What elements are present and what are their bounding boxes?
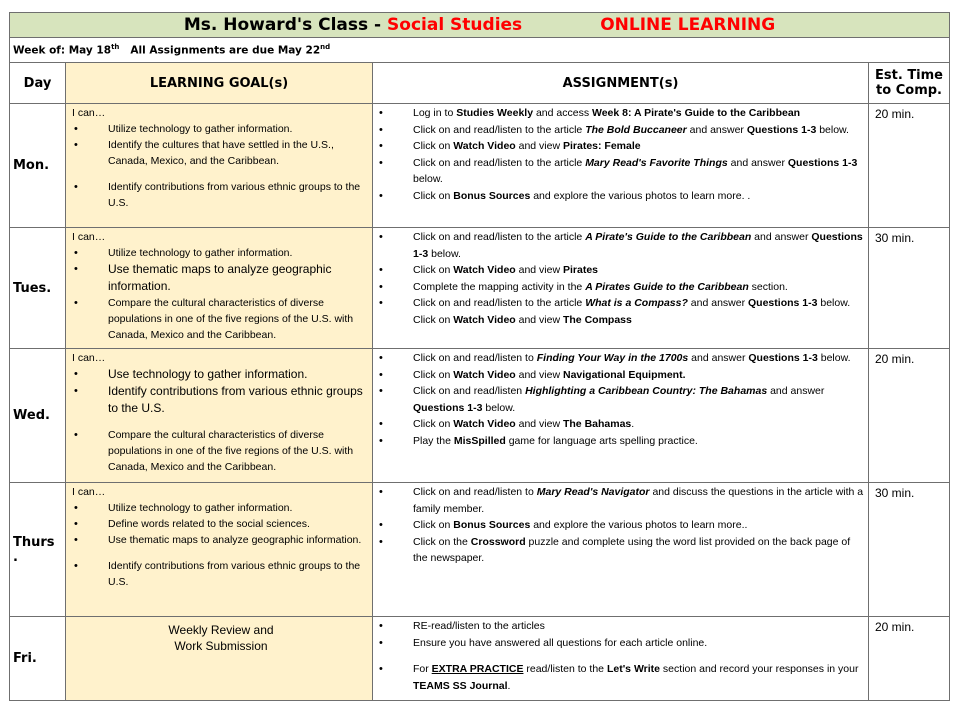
watch-video-label[interactable]: Watch Video (453, 140, 516, 152)
i-can-label: I can… (72, 107, 106, 119)
text: Click on and read/listen to the article (413, 231, 586, 243)
text: Complete the mapping activity in the (413, 280, 586, 293)
row-friday (10, 617, 950, 701)
header-row (10, 63, 950, 104)
goal-cell (66, 349, 373, 483)
text: and answer (688, 352, 749, 364)
article-title[interactable]: Finding Your Way in the 1700s (536, 352, 689, 364)
assignment-item (377, 383, 866, 416)
text: and answer (687, 297, 749, 309)
assignment-list (377, 618, 866, 694)
assignment-cell (373, 104, 869, 228)
text: and answer (727, 156, 788, 169)
time-cell: 30 min. (869, 483, 950, 617)
assignment-item (377, 517, 866, 534)
due-date: All Assignments are due May 22 (119, 44, 321, 57)
assignment-cell (373, 349, 869, 483)
assignment-cell (373, 483, 869, 617)
text: and answer (686, 123, 747, 136)
row-monday (10, 104, 950, 228)
time-cell: 20 min. (869, 617, 950, 701)
subject-name: Social Studies (387, 15, 523, 35)
goal-item: • Use technology to gather information. (72, 366, 370, 383)
text: and view (515, 368, 563, 381)
goal-item: • Identify the cultures that have settled in the U.S., Canada, Mexico, and the Caribbean. (72, 137, 370, 169)
day-cell: Fri. (10, 617, 66, 701)
text: Play the (413, 434, 454, 447)
text: Click on (413, 519, 454, 531)
i-can-label: I can… (72, 231, 106, 243)
watch-video-label[interactable]: Watch Video (453, 313, 516, 326)
text: Click on (413, 140, 454, 152)
day-cell: Wed. (10, 349, 66, 483)
week-of-suffix: th (111, 43, 120, 52)
learning-mode: ONLINE LEARNING (600, 15, 776, 35)
video-title: Navigational Equipment. (562, 368, 686, 381)
due-date-suffix: nd (320, 43, 331, 52)
lesson-plan (9, 12, 949, 701)
title-row (10, 13, 950, 38)
text: Click on and read/listen (413, 385, 526, 397)
text: . (631, 418, 635, 430)
goal-item: • Identify contributions from various ethnic groups to the U.S. (72, 179, 370, 211)
text: below. (482, 401, 516, 414)
text: below. (428, 247, 461, 260)
assignment-item (377, 295, 866, 328)
assignment-item (377, 534, 866, 567)
questions-label: Questions 1-3 (748, 352, 818, 364)
assignment-item (377, 367, 866, 384)
header-day: Day (10, 63, 66, 104)
assignment-item (377, 188, 866, 205)
goal-list (72, 500, 370, 590)
text: and explore the various photos to learn more. . (530, 189, 751, 202)
text: and access (533, 107, 592, 119)
goal-cell (66, 104, 373, 228)
text: below. (413, 173, 443, 185)
text: below. Click on (413, 297, 851, 326)
text: Click on and read/listen to (413, 352, 537, 364)
goal-text (72, 618, 370, 654)
article-title[interactable]: Mary Read's Favorite Things (585, 156, 728, 169)
goal-item: • Utilize technology to gather information. (72, 500, 370, 516)
text: read/listen to the (523, 663, 607, 675)
article-title[interactable]: What is a Compass? (585, 297, 688, 309)
assignment-item (377, 661, 866, 694)
header-est-line2: to Comp. (876, 83, 942, 98)
assignment-list (377, 350, 866, 449)
goal-item: • Identify contributions from various ethnic groups to the U.S. (72, 558, 370, 590)
text: Log in to (413, 107, 457, 119)
assignment-item (377, 138, 866, 155)
assignment-item: • Ensure you have answered all questions for each article online. (377, 635, 866, 652)
section-title: A Pirates Guide to the Caribbean (585, 280, 749, 293)
goal-list (72, 245, 370, 343)
goal-item: • Define words related to the social sciences. (72, 516, 370, 532)
section-title: Let's Write (606, 663, 661, 675)
text: Click on and read/listen to the article (413, 156, 586, 169)
goal-item: • Compare the cultural characteristics of diverse populations in one of the five regions of the U.S. with Canada, Mexico and the Caribbean. (72, 427, 370, 475)
goal-line-2: Work Submission (174, 639, 268, 653)
text: and answer (751, 231, 812, 243)
article-title[interactable]: The Bold Buccaneer (585, 123, 687, 136)
text: game for language arts spelling practice. (505, 434, 698, 447)
text: Click on (413, 368, 454, 381)
goal-cell (66, 228, 373, 349)
row-wednesday (10, 349, 950, 483)
article-title[interactable]: Mary Read's Navigator (536, 486, 650, 498)
assignment-item (377, 416, 866, 433)
bonus-sources-label[interactable]: Bonus Sources (453, 519, 531, 531)
questions-label: Questions 1-3 (746, 123, 817, 136)
assignment-item (377, 279, 866, 296)
video-title: The Bahamas (562, 418, 632, 430)
goal-item: • Use thematic maps to analyze geographic information. (72, 532, 370, 548)
text: For (413, 663, 432, 675)
text: section and record your responses in your (660, 663, 859, 675)
text: section. (748, 280, 788, 293)
assignment-item (377, 350, 866, 367)
header-est-time (869, 63, 950, 104)
video-title: The Compass (562, 313, 632, 326)
article-title[interactable]: A Pirate's Guide to the Caribbean (585, 231, 752, 243)
day-cell: Mon. (10, 104, 66, 228)
assignment-item (377, 433, 866, 450)
assignment-item (377, 122, 866, 139)
text: Click on (413, 264, 454, 276)
assignment-list (377, 484, 866, 567)
assignment-list (377, 105, 866, 204)
week-info (10, 38, 950, 63)
text: Click on and read/listen to (413, 486, 537, 498)
text: and view (515, 418, 563, 430)
article-title[interactable]: Highlighting a Caribbean Country: The Bahamas (525, 385, 768, 397)
text: and discuss the questions in the article with a family member. (413, 486, 864, 515)
video-title: Pirates: Female (562, 140, 641, 152)
assignment-item (377, 155, 866, 188)
text: Click on and read/listen to the article (413, 297, 586, 309)
questions-label: Questions 1-3 (413, 401, 483, 414)
header-assignment: ASSIGNMENT(s) (373, 63, 869, 104)
text: and view (515, 140, 563, 152)
text: Click on (413, 189, 454, 202)
assignment-item (377, 105, 866, 122)
bonus-sources-label[interactable]: Bonus Sources (453, 189, 531, 202)
goal-item: • Identify contributions from various ethnic groups to the U.S. (72, 383, 370, 417)
day-cell (10, 483, 66, 617)
assignment-list (377, 229, 866, 328)
assignment-item (377, 229, 866, 262)
goal-line-1: Weekly Review and (168, 623, 274, 637)
video-title: Pirates (562, 264, 599, 276)
goal-list (72, 121, 370, 211)
text: . (507, 679, 511, 692)
assignment-item: • RE-read/listen to the articles (377, 618, 866, 635)
week-title: Week 8: A Pirate's Guide to the Caribbean (592, 107, 801, 119)
time-cell: 20 min. (869, 349, 950, 483)
watch-video-label[interactable]: Watch Video (453, 264, 516, 276)
week-of: Week of: May 18 (13, 44, 112, 57)
i-can-label: I can… (72, 352, 106, 364)
day-cell: Tues. (10, 228, 66, 349)
questions-label: Questions 1-3 (748, 297, 818, 309)
text: Click on the (413, 535, 471, 548)
i-can-label: I can… (72, 486, 106, 498)
goal-item: • Utilize technology to gather information. (72, 121, 370, 137)
text: below. (816, 123, 849, 136)
schedule-table (9, 12, 950, 701)
header-goal: LEARNING GOAL(s) (66, 63, 373, 104)
week-row (10, 38, 950, 63)
day-label-dot: . (13, 549, 18, 565)
misspilled-game-label[interactable]: MisSpilled (453, 434, 506, 447)
text: Click on and read/listen to the article (413, 123, 586, 136)
link-studies-weekly[interactable]: Studies Weekly (456, 107, 534, 119)
text: and explore the various photos to learn more.. (530, 519, 748, 531)
extra-practice-label: EXTRA PRACTICE (431, 663, 524, 675)
goal-item: • Utilize technology to gather information. (72, 245, 370, 261)
header-est-line1: Est. Time (875, 68, 943, 83)
goal-item: • Use thematic maps to analyze geographic information. (72, 261, 370, 295)
row-tuesday (10, 228, 950, 349)
text: and view (515, 313, 563, 326)
day-label: Thurs (13, 534, 55, 550)
questions-label: Questions 1-3 (413, 231, 863, 260)
time-cell: 30 min. (869, 228, 950, 349)
goal-list (72, 366, 370, 475)
watch-video-label[interactable]: Watch Video (453, 418, 516, 430)
assignment-cell (373, 617, 869, 701)
watch-video-label[interactable]: Watch Video (453, 368, 516, 381)
crossword-label[interactable]: Crossword (470, 535, 526, 548)
goal-cell (66, 617, 373, 701)
class-name: Ms. Howard's Class - (183, 15, 388, 35)
page-title (10, 13, 950, 38)
goal-cell (66, 483, 373, 617)
text: and answer (767, 385, 825, 397)
text: and view (515, 264, 563, 276)
questions-label: Questions 1-3 (787, 156, 858, 169)
text: below. (817, 352, 851, 364)
text: puzzle and complete using the word list provided on the back page of the newspaper. (413, 535, 851, 564)
assignment-item (377, 484, 866, 517)
journal-label: TEAMS SS Journal (413, 679, 508, 692)
assignment-item (377, 262, 866, 279)
assignment-cell (373, 228, 869, 349)
time-cell: 20 min. (869, 104, 950, 228)
text: Click on (413, 418, 454, 430)
row-thursday (10, 483, 950, 617)
goal-item: • Compare the cultural characteristics of diverse populations in one of the five regions of the U.S. with Canada, Mexico and the Caribbean. (72, 295, 370, 343)
